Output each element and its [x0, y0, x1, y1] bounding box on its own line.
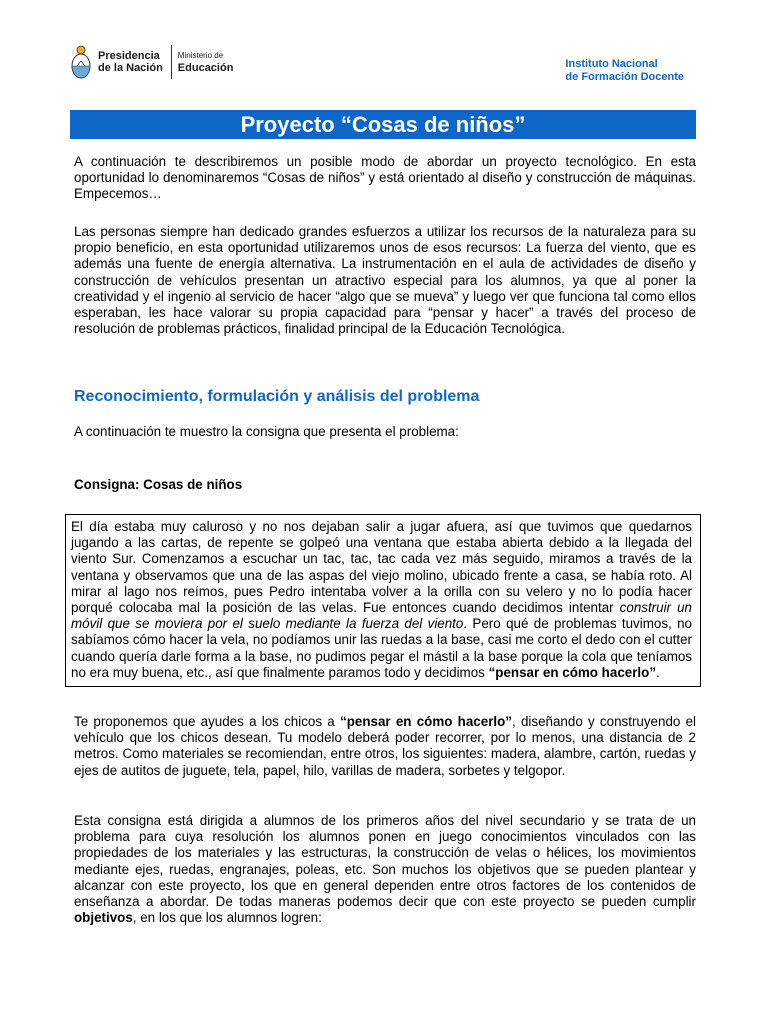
presidencia-text	[98, 50, 163, 74]
consigna-italic: construir un móvil que se moviera por el suelo mediante la fuerza del viento	[71, 600, 692, 632]
instituto-line1: Instituto Nacional	[565, 58, 658, 70]
instituto-line2: de Formación Docente	[565, 71, 684, 83]
consigna-bold: “pensar en cómo hacerlo”	[488, 664, 657, 680]
presidencia-line2: de la Nación	[98, 62, 163, 74]
logo-divider	[171, 45, 172, 79]
consigna-heading: Consigna: Cosas de niños	[74, 477, 243, 492]
intro-paragraph: A continuación te describiremos un posible modo de abordar un proyecto tecnológico. En esta oportunidad lo denominaremos “Cosas de niños” y está orientado al diseño y construcción de máquinas. Empecemos…	[74, 154, 696, 202]
context-paragraph: Las personas siempre han dedicado grandes esfuerzos a utilizar los recursos de la naturaleza para su propio beneficio, en esta oportunidad utilizaremos unos de esos recursos: La fuerza del viento, que es además una fuente de energía alternativa. La instrumentación en el aula de actividades de diseño y construcción de vehículos presentan un atractivo especial para los alumnos, ya que al poner la creatividad y el ingenio al servicio de hacer “algo que se mueva” y luego ver que funciona tal como ellos esperaban, les hace valorar su propia capacidad para “pensar y hacer” a través del proceso de resolución de problemas prácticos, finalidad principal de la Educación Tecnológica.	[74, 224, 696, 337]
consigna-end: .	[656, 664, 660, 680]
government-logo	[70, 44, 233, 80]
section-intro: A continuación te muestro la consigna que presenta el problema:	[74, 424, 459, 439]
page-header	[70, 44, 700, 90]
consigna-box	[65, 514, 701, 687]
ministerio-line1: Ministerio de	[177, 51, 224, 60]
proposal-paragraph	[74, 714, 696, 779]
proposal-text-rest: , diseñando y construyendo el vehículo que los chicos desean. Tu modelo deberá poder recorrer, por lo menos, una distancia de 2 metros. Como materiales se recomiendan, entre otros, los siguientes: madera, alambre, cartón, ruedas y ejes de autitos de juguete, tela, papel, hilo, varillas de madera, sorbetes y telgopor.	[74, 714, 696, 778]
consigna-text-2: . Pero qué de problemas tuvimos, no sabíamos cómo hacer la vela, no podíamos unir las ruedas a la base, casi me corto el dedo con el cutter cuando quería darle forma a la base, no pudimos pegar el mástil a la base porque la cola que teníamos no era muy buena, etc., así que finalmente paramos todo y decidimos	[71, 616, 692, 680]
section-heading: Reconocimiento, formulación y análisis del problema	[74, 388, 480, 405]
ministerio-text	[178, 50, 234, 74]
proposal-bold: “pensar en cómo hacerlo”	[340, 714, 512, 729]
objectives-text-rest: , en los que los alumnos logren:	[132, 910, 322, 926]
objectives-text-start: Esta consigna está dirigida a alumnos de los primeros años del nivel secundario y se trata de un problema para cuya resolución los alumnos ponen en juego conocimientos vinculados con las propiedades de los materiales y las estructuras, la construcción de velas o hélices, los movimientos mediante ejes, ruedas, engranajes, poleas, etc. Son muchos los objetivos que se pueden plantear y alcanzar con este proyecto, los que en general dependen entre otros factores de los contenidos de enseñanza a abordar. De todas maneras podemos decir que con este proyecto se pueden cumplir	[74, 813, 696, 910]
ministerio-line2: Educación	[177, 62, 234, 74]
objectives-bold: objetivos	[74, 910, 133, 926]
coat-of-arms-icon	[70, 44, 92, 80]
page-title: Proyecto “Cosas de niños”	[70, 110, 696, 139]
consigna-text-1: El día estaba muy caluroso y no nos dejaban salir a jugar afuera, así que tuvimos que quedarnos jugando a las cartas, de repente se golpeó una ventana que estaba abierta debido a la llegada del viento Sur. Comenzamos a escuchar un tac, tac, tac cada vez más seguido, miramos a través de la ventana y observamos que una de las aspas del viejo molino, ubicado frente a casa, se había roto. Al mirar al lago nos reímos, pues Pedro intentaba volver a la orilla con su velero y no lo podía hacer porqué colocaba mal la posición de las velas. Fue entonces cuando decidimos intentar	[71, 519, 692, 616]
instituto-label	[565, 58, 684, 84]
objectives-paragraph	[74, 813, 696, 926]
presidencia-line1: Presidencia	[98, 50, 160, 62]
proposal-text-start: Te proponemos que ayudes a los chicos a	[74, 714, 340, 729]
